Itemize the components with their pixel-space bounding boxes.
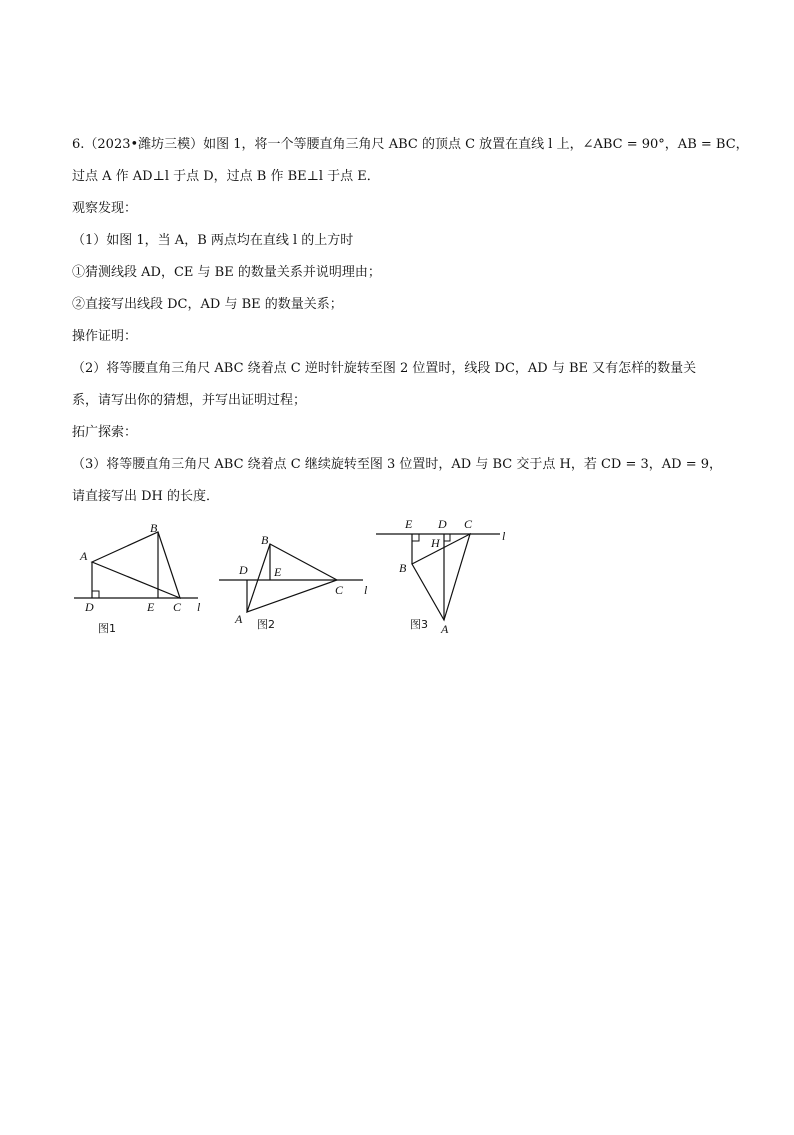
part-1-question-1: ①猜测线段 AD，CE 与 BE 的数量关系并说明理由； xyxy=(72,265,381,280)
label-e: E xyxy=(147,600,155,614)
extension-heading: 拓广探索： xyxy=(72,425,138,440)
label-d: D xyxy=(85,600,94,614)
right-angle-mark xyxy=(92,591,99,598)
figure-3-caption: 图3 xyxy=(410,618,428,631)
triangle-abc xyxy=(247,544,337,612)
label-c: C xyxy=(464,517,473,531)
label-d: D xyxy=(239,563,248,577)
label-c: C xyxy=(173,600,182,614)
label-l: l xyxy=(364,583,368,597)
problem-line-2: 过点 A 作 AD⊥l 于点 D，过点 B 作 BE⊥l 于点 E． xyxy=(72,169,380,184)
label-a: A xyxy=(441,622,449,636)
right-angle-mark-d xyxy=(444,534,450,541)
right-angle-mark-e xyxy=(412,534,419,541)
label-a: A xyxy=(80,549,88,563)
figure-1 xyxy=(70,520,220,640)
label-b: B xyxy=(399,561,407,575)
part-2-line-1: （2）将等腰直角三角尺 ABC 绕着点 C 逆时针旋转至图 2 位置时，线段 DC，AD 与 BE 又有怎样的数量关 xyxy=(72,361,697,376)
label-b: B xyxy=(150,521,158,535)
figure-1-caption: 图1 xyxy=(98,622,116,635)
part-1: （1）如图 1，当 A，B 两点均在直线 l 的上方时 xyxy=(72,233,354,248)
part-2-line-2: 系，请写出你的猜想，并写出证明过程； xyxy=(72,393,307,408)
label-d: D xyxy=(438,517,447,531)
operation-heading: 操作证明： xyxy=(72,329,138,344)
part-1-question-2: ②直接写出线段 DC，AD 与 BE 的数量关系； xyxy=(72,297,343,312)
label-l: l xyxy=(197,600,201,614)
figure-3 xyxy=(372,512,522,640)
label-l: l xyxy=(502,529,506,543)
label-b: B xyxy=(261,533,269,547)
label-e: E xyxy=(405,517,413,531)
label-h: H xyxy=(431,536,440,550)
figure-2-caption: 图2 xyxy=(257,618,275,631)
label-a: A xyxy=(235,612,243,626)
part-3-line-1: （3）将等腰直角三角尺 ABC 绕着点 C 继续旋转至图 3 位置时，AD 与 BC 交于点 H，若 CD = 3，AD = 9， xyxy=(72,457,723,472)
triangle-abc xyxy=(92,532,180,598)
observation-heading: 观察发现： xyxy=(72,201,138,216)
triangle-abc xyxy=(412,534,470,620)
part-3-line-2: 请直接写出 DH 的长度． xyxy=(72,489,220,504)
figure-2 xyxy=(215,528,385,638)
label-c: C xyxy=(335,583,344,597)
label-e: E xyxy=(274,565,282,579)
problem-line-1: 6.（2023•潍坊三模）如图 1，将一个等腰直角三角尺 ABC 的顶点 C 放置在直线 l 上，∠ABC = 90°，AB = BC， xyxy=(72,137,749,152)
